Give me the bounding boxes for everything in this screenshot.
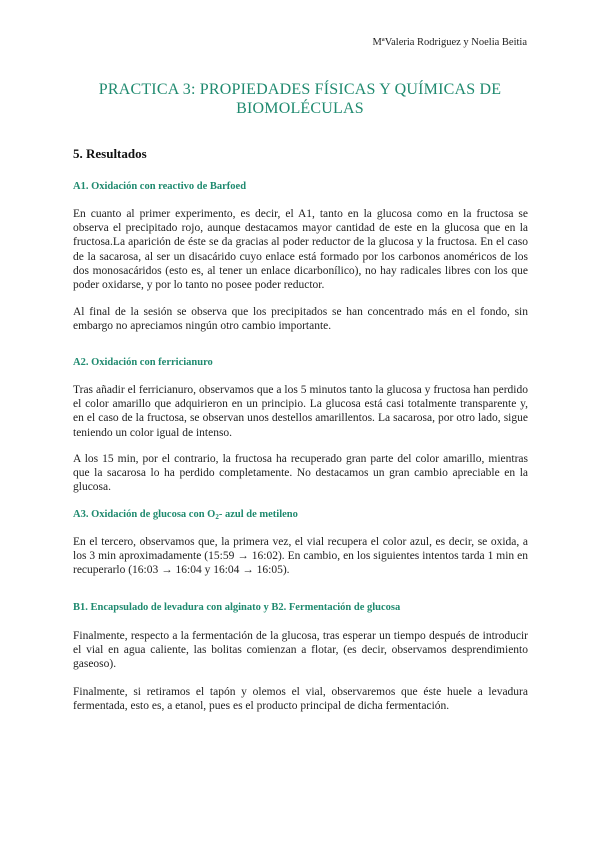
page-header-authors: MªValeria Rodriguez y Noelia Beitia (372, 37, 527, 48)
a3-heading-rest: - azul de metileno (218, 509, 298, 520)
a2-heading: A2. Oxidación con ferricianuro (73, 357, 213, 368)
a1-paragraph-2: Al final de la sesión se observa que los precipitados se han concentrado más en el fondo, sin embargo no apreciamos ningún otro cambio importante. (73, 306, 528, 333)
b-paragraph-1: Finalmente, respecto a la fermentación de la glucosa, tras esperar un tiempo después de introducir el vial en agua caliente, las bolitas comienzan a flotar, (es decir, observamos desprendimiento gaseoso). (73, 630, 528, 671)
b-paragraph-2: Finalmente, si retiramos el tapón y olemos el vial, observaremos que éste huele a levadura fermentada, esto es, a etanol, pues es el producto principal de dicha fermentación. (73, 686, 528, 713)
a3-heading-text: A3. Oxidación de glucosa con O (73, 509, 216, 520)
page-title: PRACTICA 3: PROPIEDADES FÍSICAS Y QUÍMICAS DE BIOMOLÉCULAS (98, 81, 502, 117)
a2-paragraph-1: Tras añadir el ferricianuro, observamos que a los 5 minutos tanto la glucosa y fructosa han perdido el color amarillo que adquirieron en un principio. La glucosa está casi totalmente transparente y, en el caso de la fructosa, se observan unos destellos amarillentos. La sacarosa, por otro lado, sigue teniendo un color igual de intenso. (73, 384, 528, 439)
a2-paragraph-2: A los 15 min, por el contrario, la fructosa ha recuperado gran parte del color amarillo, mientras que la sacarosa lo ha perdido completamente. No destacamos un gran cambio apreciable en la glucosa. (73, 453, 528, 494)
a1-paragraph-1: En cuanto al primer experimento, es decir, el A1, tanto en la glucosa como en la fructosa se observa el precipitado rojo, aunque destacamos mayor cantidad de este en la glucosa que en la fructosa.La aparición de éste se da gracias al poder reductor de la glucosa y la fructosa. En el caso de la sacarosa, al ser un disacárido cuyo enlace está formado por los carbonos anoméricos de los dos monosacáridos (esto es, al tener un enlace dicarbonílico), no hay radicales libres con los que poder oxidarse, y por lo tanto no posee poder reductor. (73, 208, 528, 292)
b-heading: B1. Encapsulado de levadura con alginato y B2. Fermentación de glucosa (73, 602, 401, 613)
a1-heading: A1. Oxidación con reactivo de Barfoed (73, 181, 247, 192)
a3-paragraph-1: En el tercero, observamos que, la primera vez, el vial recupera el color azul, es decir, se oxida, a los 3 min aproximadamente (15:59 → 16:02). En cambio, en los siguientes intentos tarda 1 min en recuperarlo (16:03 → 16:04 y 16:04 → 16:05). (73, 536, 528, 577)
a3-heading (73, 509, 298, 521)
a3-heading-subscript: 2 (215, 513, 219, 521)
section-heading: 5. Resultados (73, 146, 147, 161)
